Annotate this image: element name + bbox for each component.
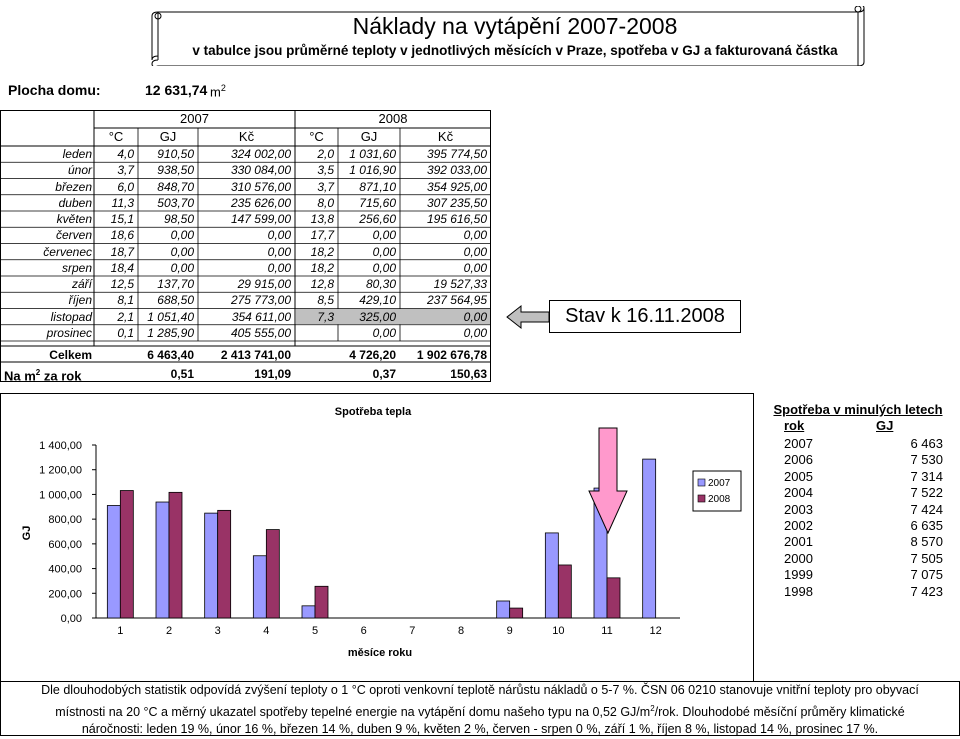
table-cell: 0,1 (117, 325, 134, 340)
bar-2007-3 (205, 513, 218, 618)
area-unit-sup: 2 (220, 83, 226, 93)
y-tick-label: 200,00 (48, 588, 82, 601)
col-header: GJ (159, 129, 177, 144)
history-year: 2001 (784, 534, 813, 550)
table-cell: 18,6 (110, 228, 134, 243)
x-tick-label: 6 (360, 625, 367, 637)
bar-2007-1 (107, 505, 120, 618)
table-cell: 256,60 (359, 212, 396, 226)
table-cell: 19 527,33 (433, 277, 487, 291)
table-cell: 98,50 (163, 212, 194, 226)
table-cell: 8,1 (117, 293, 134, 308)
table-cell: 392 033,00 (426, 163, 487, 178)
table-cell: 0,00 (463, 309, 487, 324)
x-tick-label: 8 (457, 625, 465, 637)
y-tick-label: 1 000,00 (39, 489, 82, 502)
table-cell: 848,70 (157, 179, 194, 194)
heating-table (0, 110, 491, 382)
page-subtitle: v tabulce jsou průměrné teploty v jednotlivých měsících v Praze, spotřeba v GJ a fakturovaná částka (192, 43, 838, 58)
month-label: srpen (61, 260, 92, 275)
y-tick-label: 0,00 (60, 613, 82, 625)
history-col-gj: GJ (876, 418, 894, 433)
history-col-year: rok (784, 418, 805, 433)
x-axis-label: měsíce roku (347, 647, 413, 659)
per-m2-text: Na m (4, 368, 36, 384)
y-tick-label: 800,00 (48, 514, 82, 527)
table-cell: 405 555,00 (230, 325, 291, 340)
total-value: 2 413 741,00 (220, 348, 291, 362)
table-cell: 938,50 (157, 163, 194, 178)
table-cell: 7,3 (317, 309, 334, 324)
bar-2007-12 (643, 459, 656, 618)
left-arrow-icon (505, 304, 551, 330)
area-unit-text: m (210, 84, 221, 100)
table-cell: 330 084,00 (230, 163, 291, 178)
y-tick-label: 1 200,00 (39, 464, 82, 477)
table-cell: 275 773,00 (230, 293, 291, 308)
table-cell: 12,5 (110, 277, 134, 291)
table-cell: 1 031,60 (349, 147, 396, 161)
table-cell: 0,00 (463, 244, 487, 259)
total-value: 1 902 676,78 (416, 348, 487, 362)
x-tick-label: 4 (263, 625, 270, 637)
history-year: 2007 (784, 436, 813, 451)
bar-2007-10 (545, 533, 558, 618)
table-cell: 15,1 (110, 212, 134, 226)
table-cell: 18,2 (310, 244, 334, 259)
legend-box (693, 471, 741, 511)
total-value: 6 463,40 (147, 348, 194, 362)
x-tick-label: 3 (214, 625, 221, 637)
table-cell: 195 616,50 (426, 212, 487, 226)
table-cell: 17,7 (310, 228, 334, 243)
table-cell: 18,4 (110, 260, 134, 275)
table-cell: 0,00 (463, 228, 487, 243)
history-year: 1999 (784, 567, 813, 583)
history-gj: 7 075 (910, 567, 943, 583)
legend-swatch (698, 495, 705, 502)
table-cell: 871,10 (359, 179, 396, 194)
table-cell: 0,00 (267, 228, 291, 243)
table-cell: 237 564,95 (426, 293, 487, 308)
table-cell: 503,70 (157, 195, 194, 210)
month-label: prosinec (46, 325, 92, 340)
table-cell: 1 285,90 (147, 325, 194, 340)
plot-area (96, 445, 680, 618)
year-header-2007: 2007 (180, 111, 209, 126)
month-label: únor (67, 163, 92, 178)
table-cell: 8,0 (317, 195, 334, 210)
table-cell: 310 576,00 (230, 179, 291, 194)
footer-line-2-sup: 2 (650, 703, 655, 713)
total-label: Celkem (49, 348, 92, 362)
month-label: červen (55, 228, 92, 243)
history-gj: 7 505 (910, 550, 943, 566)
history-gj: 6 463 (910, 436, 943, 451)
table-cell: 0,00 (267, 244, 291, 259)
history-gj: 7 530 (910, 452, 943, 468)
x-tick-label: 11 (601, 625, 613, 637)
x-tick-label: 9 (506, 625, 513, 637)
footer-line-1: Dle dlouhodobých statistik odpovídá zvýšení teploty o 1 °C oproti venkovní teplotě nárůstu nákladů o 5-7 %. ČSN 06 0210 stanovuje vnitřní teploty pro obyvací (41, 683, 919, 697)
history-year: 2003 (784, 501, 813, 517)
col-header: Kč (437, 129, 454, 144)
history-gj: 7 424 (910, 501, 943, 517)
history-gj: 7 423 (910, 583, 943, 599)
per-m2-value: 150,63 (450, 367, 487, 381)
table-cell: 11,3 (111, 195, 134, 210)
month-label: květen (56, 212, 92, 226)
table-cell: 395 774,50 (426, 147, 487, 161)
table-cell: 0,00 (463, 260, 487, 275)
consumption-chart (0, 393, 752, 681)
table-cell: 18,7 (110, 244, 134, 259)
col-header: GJ (360, 129, 378, 144)
table-cell: 688,50 (157, 293, 194, 308)
history-year: 2000 (784, 550, 813, 566)
table-cell: 2,1 (117, 309, 134, 324)
footer-line-2a: místnosti na 20 °C a měrný ukazatel spotřeby tepelné energie na vytápění domu našeho typu na 0,52 GJ/m (55, 704, 651, 719)
month-label: březen (55, 179, 92, 194)
bar-2008-10 (558, 565, 571, 618)
month-label: leden (62, 147, 92, 161)
total-value: 4 726,20 (349, 348, 396, 362)
history-gj: 7 314 (910, 468, 943, 484)
per-m2-value: 0,51 (170, 367, 194, 381)
table-cell: 354 925,00 (426, 179, 487, 194)
bar-2008-4 (266, 530, 279, 618)
legend-label: 2007 (708, 478, 731, 489)
history-year: 2005 (784, 468, 813, 484)
table-cell: 0,00 (372, 260, 396, 275)
bar-2007-9 (497, 601, 510, 618)
legend-label: 2008 (708, 494, 731, 505)
chart-title: Spotřeba tepla (334, 406, 412, 418)
month-label: červenec (43, 244, 92, 259)
table-cell: 910,50 (157, 147, 194, 161)
col-header: °C (309, 129, 324, 144)
table-cell: 137,70 (157, 277, 194, 291)
x-tick-label: 10 (552, 625, 565, 637)
bar-2008-1 (120, 491, 133, 618)
footer-line-2b: /rok. Dlouhodobé měsíční průměry klimatické (654, 704, 905, 719)
month-label: září (71, 277, 92, 291)
table-cell: 235 626,00 (230, 195, 291, 210)
history-title: Spotřeba v minulých letech (773, 402, 943, 417)
year-header-2008: 2008 (378, 111, 408, 126)
x-tick-label: 5 (311, 625, 319, 637)
x-tick-label: 7 (409, 625, 416, 637)
history-year: 2002 (784, 518, 813, 533)
history-year: 2004 (784, 485, 813, 501)
table-cell: 147 599,00 (230, 212, 291, 226)
month-label: duben (58, 195, 92, 210)
per-m2-tail: za rok (40, 368, 82, 384)
month-label: listopad (50, 309, 92, 324)
table-cell: 12,8 (310, 277, 334, 291)
y-tick-label: 600,00 (48, 538, 82, 551)
x-tick-label: 12 (649, 625, 662, 637)
per-m2-sup: 2 (35, 368, 41, 377)
table-cell: 0,00 (372, 325, 396, 340)
bar-2008-9 (510, 608, 523, 618)
x-tick-label: 1 (117, 625, 124, 637)
per-m2-value: 0,37 (372, 367, 396, 381)
table-cell: 13,8 (310, 212, 334, 226)
table-cell: 1 016,90 (349, 163, 396, 178)
table-cell: 307 235,50 (426, 195, 487, 210)
y-axis-label: GJ (21, 525, 33, 541)
table-cell: 354 611,00 (231, 309, 291, 324)
area-value: 12 631,74 (145, 82, 208, 98)
table-cell: 715,60 (359, 195, 396, 210)
bar-2007-5 (302, 606, 315, 618)
per-m2-value: 191,09 (254, 367, 291, 381)
per-m2-label (4, 365, 81, 384)
legend-swatch (698, 479, 705, 486)
footer-note (0, 681, 960, 736)
table-cell: 3,7 (117, 163, 134, 178)
footer-line-2 (1, 700, 959, 722)
bar-2008-3 (218, 510, 231, 618)
history-gj: 7 522 (910, 485, 943, 501)
bar-2007-2 (156, 502, 169, 618)
table-cell: 8,5 (317, 293, 334, 308)
table-cell: 6,0 (117, 179, 134, 194)
bar-2008-2 (169, 492, 182, 618)
history-gj: 8 570 (910, 534, 943, 550)
month-label: říjen (68, 293, 92, 308)
history-year: 2006 (784, 452, 813, 468)
page-title: Náklady na vytápění 2007-2008 (352, 13, 678, 39)
table-cell: 429,10 (359, 293, 396, 308)
table-cell: 80,30 (365, 277, 396, 291)
area-unit (210, 83, 226, 99)
table-cell: 0,00 (463, 325, 487, 340)
y-tick-label: 400,00 (48, 563, 82, 576)
col-header: Kč (238, 129, 255, 144)
table-cell: 0,00 (267, 260, 291, 275)
table-cell: 0,00 (170, 244, 194, 259)
area-label: Plocha domu: (8, 82, 101, 98)
bar-2008-11 (607, 578, 620, 618)
history-year: 1998 (784, 583, 813, 599)
y-tick-label: 1 400,00 (39, 440, 82, 452)
col-header: °C (108, 129, 124, 144)
bar-2008-5 (315, 586, 328, 618)
history-gj: 6 635 (910, 518, 943, 533)
table-cell: 2,0 (317, 147, 334, 161)
table-cell: 3,7 (317, 179, 334, 194)
bar-2007-4 (253, 556, 266, 618)
table-cell: 3,5 (317, 163, 334, 178)
table-cell: 324 002,00 (230, 147, 291, 161)
status-box: Stav k 16.11.2008 (549, 300, 741, 333)
table-cell: 0,00 (372, 228, 396, 243)
table-cell: 0,00 (170, 260, 194, 275)
table-cell: 18,2 (310, 260, 334, 275)
footer-line-3: náročnosti: leden 19 %, únor 16 %, březen 14 %, duben 9 %, květen 2 %, červen - srpen 0 %, září 1 %, říjen 8 %, listopad 14 %, prosinec 17 %. (81, 722, 879, 737)
table-cell: 29 915,00 (237, 277, 291, 291)
table-cell: 4,0 (117, 147, 134, 161)
table-cell: 0,00 (372, 244, 396, 259)
x-tick-label: 2 (165, 625, 173, 637)
table-cell: 325,00 (359, 309, 396, 324)
table-cell: 0,00 (170, 228, 194, 243)
table-cell: 1 051,40 (147, 309, 194, 324)
